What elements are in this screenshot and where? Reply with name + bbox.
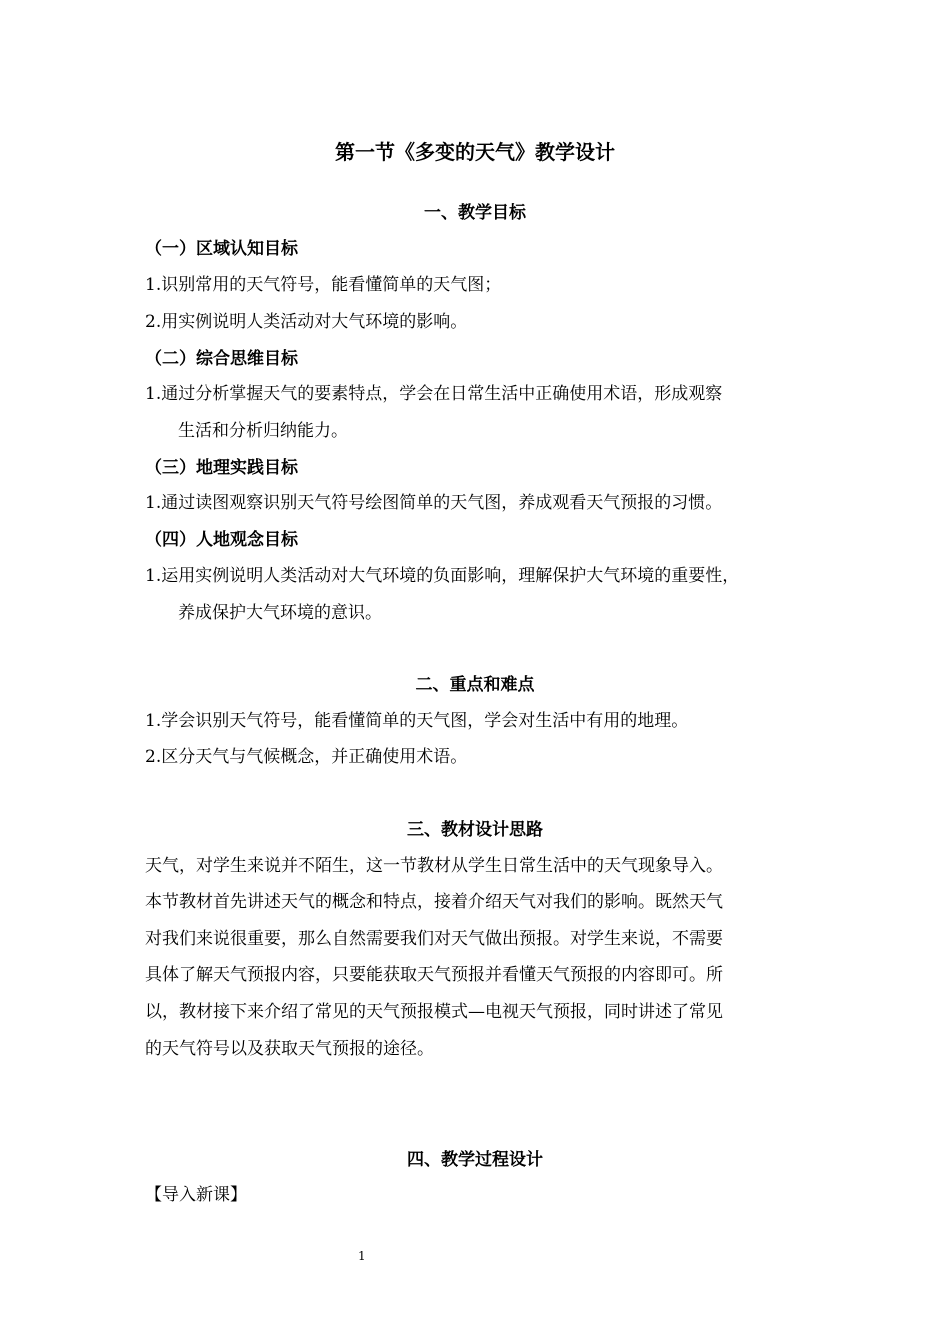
section-heading-design-idea: 三、教材设计思路 bbox=[407, 820, 543, 840]
key-point-item: 2.区分天气与气候概念，并正确使用术语。 bbox=[145, 747, 468, 767]
subheading-integrated-thinking: （二）综合思维目标 bbox=[145, 349, 298, 369]
subheading-regional-cognition: （一）区域认知目标 bbox=[145, 239, 298, 259]
page-number: 1 bbox=[358, 1249, 366, 1263]
subheading-human-land-concept: （四）人地观念目标 bbox=[145, 530, 298, 550]
paragraph-line: 对我们来说很重要，那么自然需要我们对天气做出预报。对学生来说，不需要 bbox=[145, 929, 723, 949]
section-heading-key-points: 二、重点和难点 bbox=[415, 675, 535, 695]
paragraph-line: 本节教材首先讲述天气的概念和特点，接着介绍天气对我们的影响。既然天气 bbox=[145, 892, 723, 912]
objective-item-continued: 养成保护大气环境的意识。 bbox=[178, 603, 382, 623]
key-point-item: 1.学会识别天气符号，能看懂简单的天气图，学会对生活中有用的地理。 bbox=[145, 711, 689, 731]
section-heading-teaching-process: 四、教学过程设计 bbox=[407, 1150, 543, 1170]
paragraph-line: 的天气符号以及获取天气预报的途径。 bbox=[145, 1039, 434, 1059]
paragraph-line: 具体了解天气预报内容，只要能获取天气预报并看懂天气预报的内容即可。所 bbox=[145, 965, 723, 985]
section-heading-objectives: 一、教学目标 bbox=[424, 203, 526, 223]
objective-item-continued: 生活和分析归纳能力。 bbox=[178, 421, 348, 441]
objective-item: 1.通过读图观察识别天气符号绘图简单的天气图，养成观看天气预报的习惯。 bbox=[145, 493, 723, 513]
paragraph-line: 天气，对学生来说并不陌生，这一节教材从学生日常生活中的天气现象导入。 bbox=[145, 856, 723, 876]
subheading-introduction: 【导入新课】 bbox=[145, 1185, 247, 1205]
objective-item: 1.识别常用的天气符号，能看懂简单的天气图； bbox=[145, 275, 502, 295]
objective-item: 1.通过分析掌握天气的要素特点，学会在日常生活中正确使用术语，形成观察 bbox=[145, 384, 723, 404]
paragraph-line: 以，教材接下来介绍了常见的天气预报模式—电视天气预报，同时讲述了常见 bbox=[145, 1002, 723, 1022]
objective-item: 1.运用实例说明人类活动对大气环境的负面影响，理解保护大气环境的重要性， bbox=[145, 566, 740, 586]
document-title: 第一节《多变的天气》教学设计 bbox=[335, 140, 615, 164]
subheading-geographic-practice: （三）地理实践目标 bbox=[145, 458, 298, 478]
objective-item: 2.用实例说明人类活动对大气环境的影响。 bbox=[145, 312, 468, 332]
